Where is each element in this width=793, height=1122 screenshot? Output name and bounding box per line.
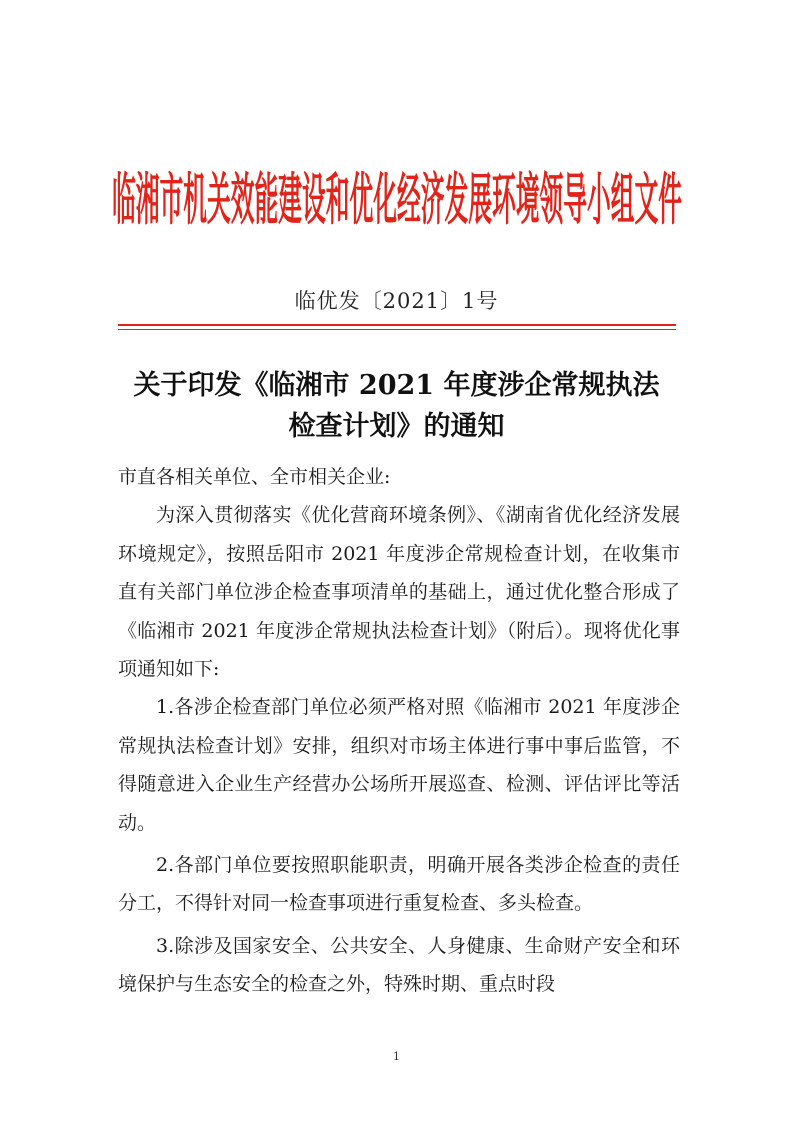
title-line-2: 检查计划》的通知: [288, 411, 505, 442]
paragraph-item-2: 2.各部门单位要按照职能职责，明确开展各类涉企检查的责任分工，不得针对同一检查事项进行重复检查、多头检查。: [118, 854, 680, 915]
header-title-text: 临湘市机关效能建设和优化经济发展环境领导小组文件: [112, 167, 682, 233]
paragraph-item-1: 1.各涉企检查部门单位必须严格对照《临湘市 2021 年度涉企常规执法检查计划》安排，组织对市场主体进行事中事后监管，不得随意进入企业生产经营办公场所开展巡查、检测、评估评比等活动。: [118, 696, 680, 834]
red-divider-line: [118, 324, 676, 326]
document-header-title: [112, 150, 682, 250]
document-title: [100, 365, 693, 447]
document-number: 临优发〔2021〕1号: [294, 289, 499, 313]
paragraph-item-3: 3.除涉及国家安全、公共安全、人身健康、生命财产安全和环境保护与生态安全的检查之外，特殊时期、重点时段: [118, 934, 680, 996]
page-number: 1: [393, 1050, 400, 1063]
title-line-1: 关于印发《临湘市 2021 年度涉企常规执法: [133, 370, 660, 401]
salutation: 市直各相关单位、全市相关企业:: [118, 466, 391, 488]
paragraph-intro: 为深入贯彻落实《优化营商环境条例》、《湖南省优化经济发展环境规定》，按照岳阳市 2021 年度涉企常规检查计划，在收集市直有关部门单位涉企检查事项清单的基础上，通过优化整合形成了《临湘市 2021 年度涉企常规执法检查计划》（附后）。现将优化事项通知如下:: [118, 504, 680, 681]
document-body: [118, 458, 680, 1004]
